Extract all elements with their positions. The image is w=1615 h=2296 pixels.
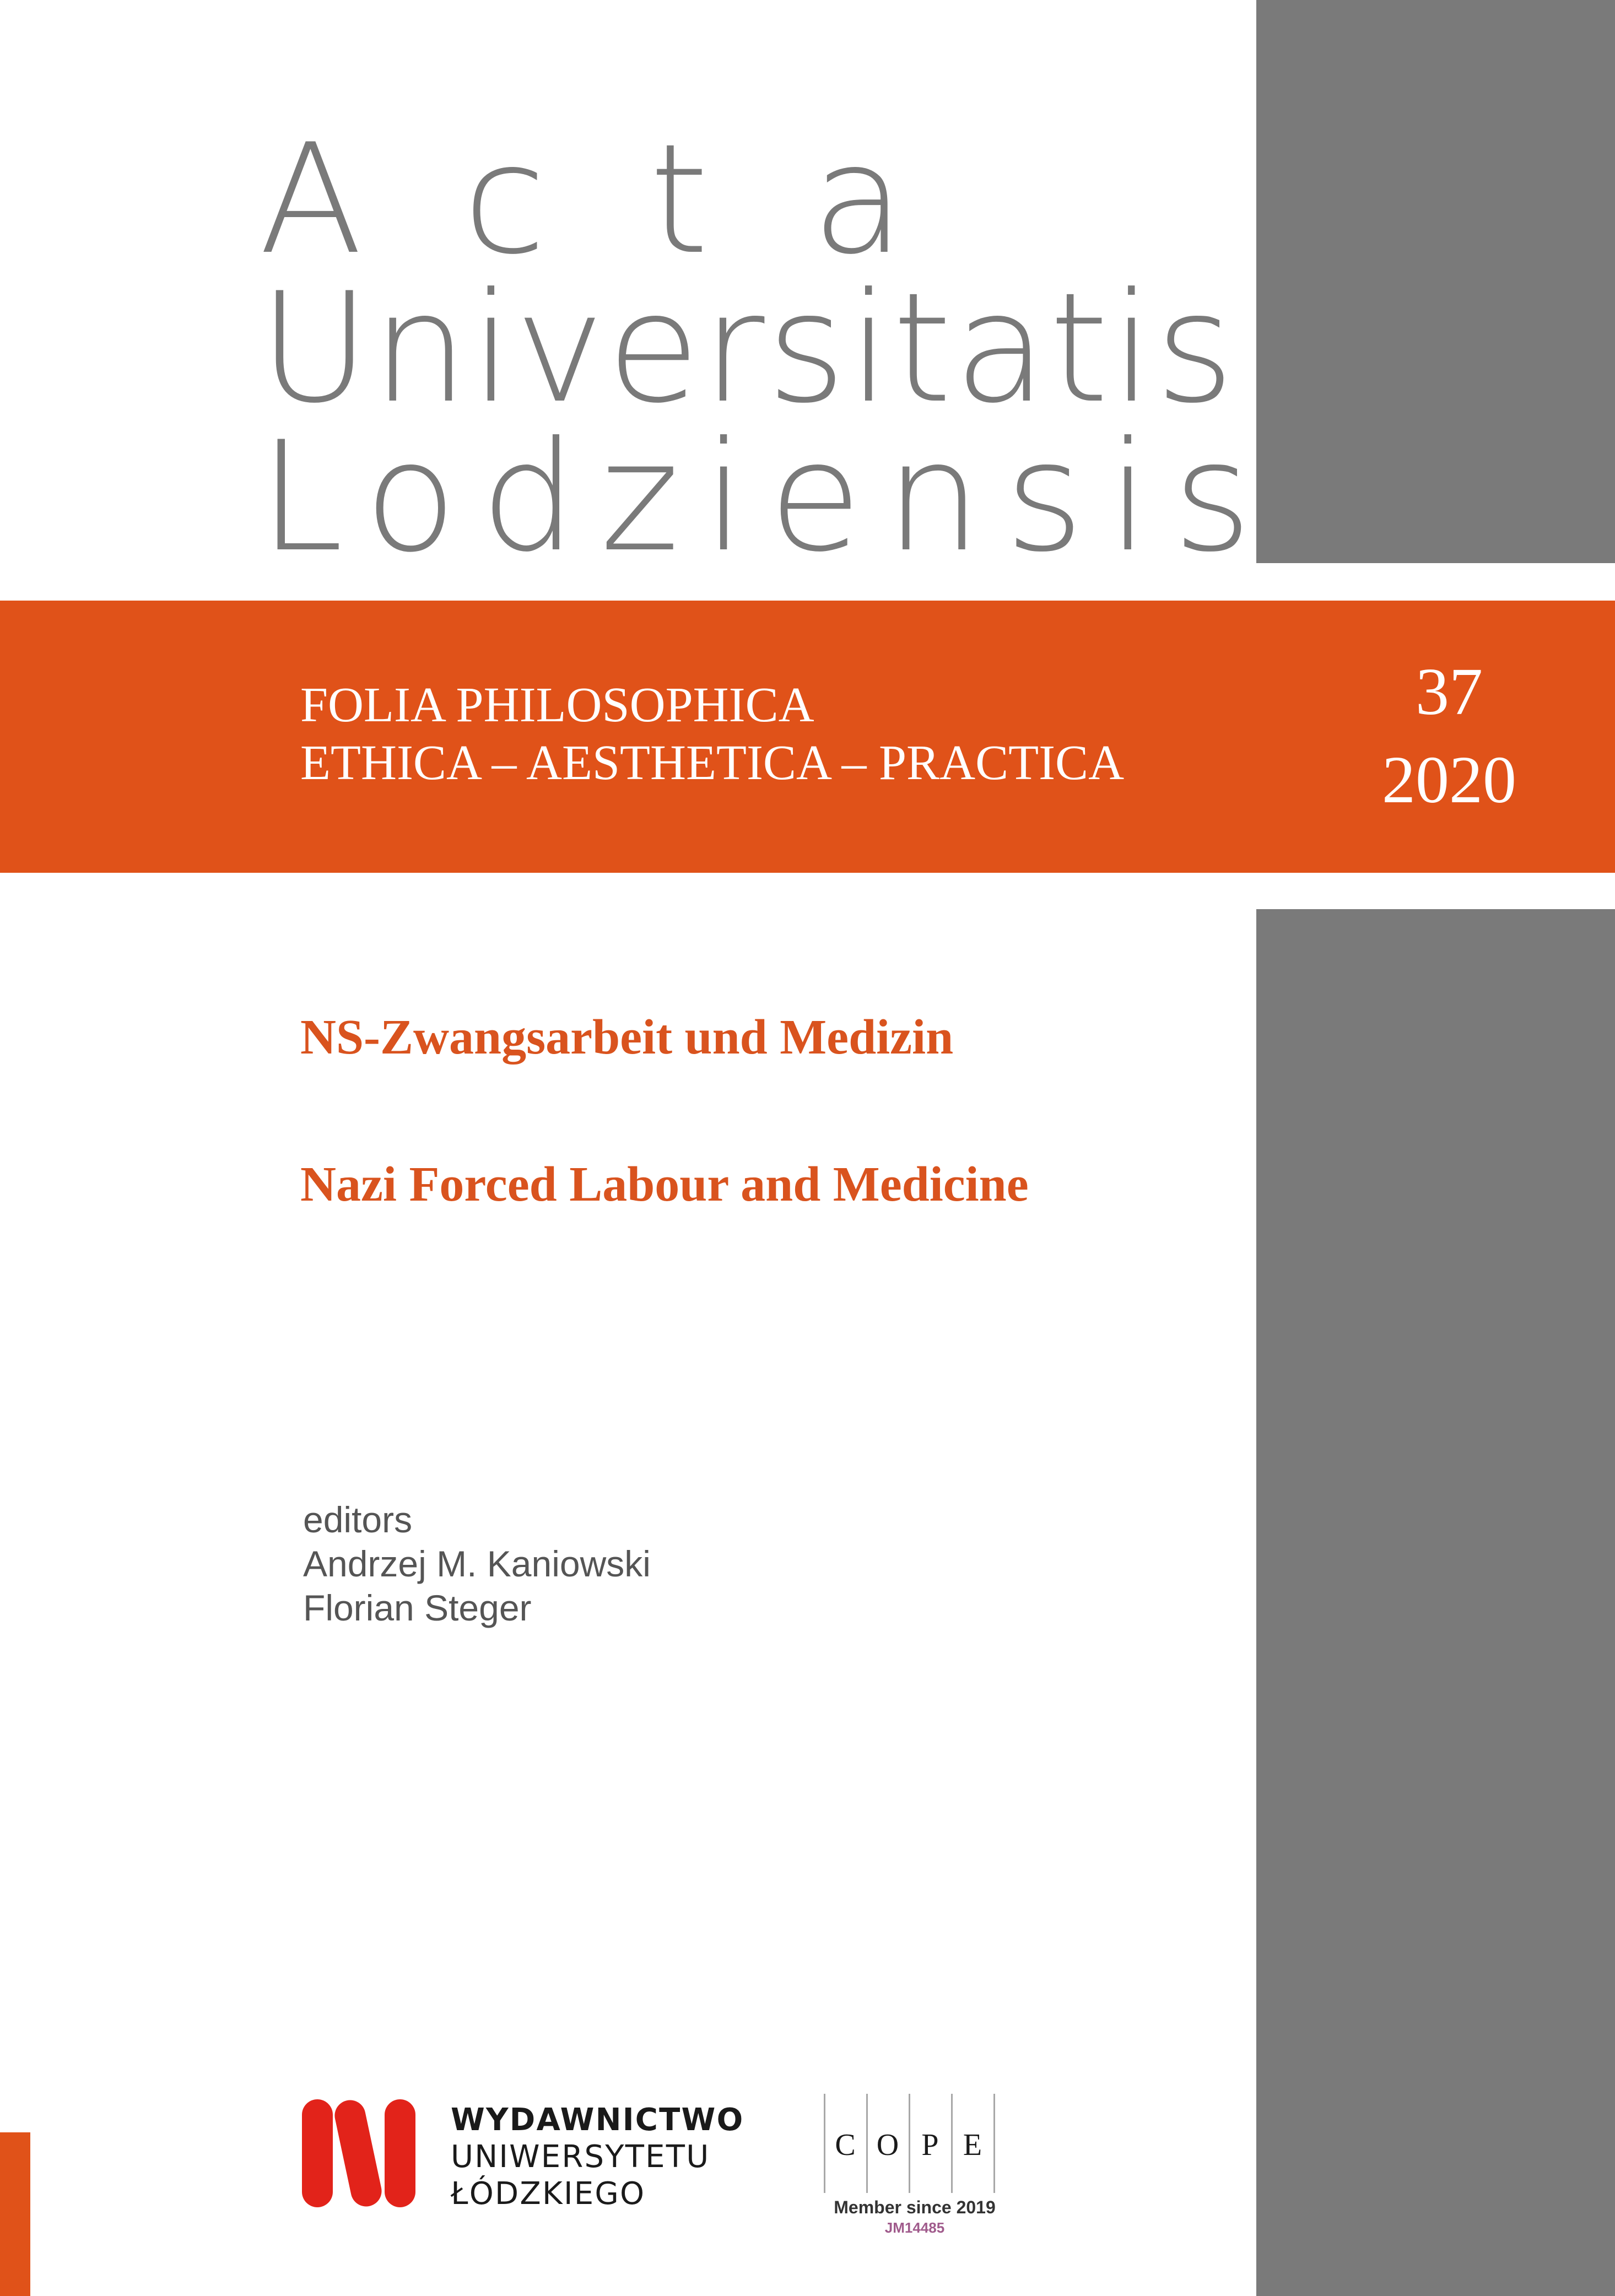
publication-year: 2020: [1382, 743, 1516, 817]
cope-letter: E: [963, 2128, 982, 2162]
series-subtitle: ETHICA – AESTHETICA – PRACTICA: [300, 736, 1125, 790]
cope-divider: [824, 2094, 825, 2193]
gray-block-top: [1256, 0, 1615, 563]
issue-title-english: Nazi Forced Labour and Medicine: [300, 1157, 1029, 1212]
journal-name-line-1: Acta: [259, 111, 1008, 288]
cope-divider: [909, 2094, 910, 2193]
cope-member-id: JM14485: [884, 2219, 945, 2236]
series-title: FOLIA PHILOSOPHICA: [300, 678, 814, 732]
cope-divider: [866, 2094, 868, 2193]
cope-divider: [993, 2094, 995, 2193]
orange-accent-strip: [0, 2132, 30, 2296]
gray-block-bottom: [1256, 909, 1615, 2296]
publisher-name-line-2: UNIWERSYTETU: [451, 2139, 710, 2175]
publisher-name-line-1: WYDAWNICTWO: [451, 2102, 744, 2138]
cope-member-since: Member since 2019: [834, 2197, 996, 2217]
editor-name: Florian Steger: [303, 1587, 532, 1628]
publisher-name-line-3: ŁÓDZKIEGO: [451, 2176, 646, 2212]
editors-label: editors: [303, 1499, 413, 1540]
publisher-logo: [302, 2094, 744, 2215]
journal-name-line-3: Lodziensis: [259, 409, 1276, 585]
volume-number: 37: [1416, 655, 1483, 729]
cope-letter: C: [835, 2128, 856, 2162]
cope-divider: [951, 2094, 953, 2193]
journal-name-line-2: Universitatis: [259, 260, 1237, 436]
cope-letter: O: [876, 2128, 899, 2162]
publisher-mark-icon: [302, 2099, 434, 2209]
cope-letter: P: [921, 2128, 939, 2162]
issue-title-german: NS-Zwangsarbeit und Medizin: [300, 1010, 954, 1065]
cope-badge: [815, 2094, 1014, 2259]
editor-name: Andrzej M. Kaniowski: [303, 1543, 651, 1584]
